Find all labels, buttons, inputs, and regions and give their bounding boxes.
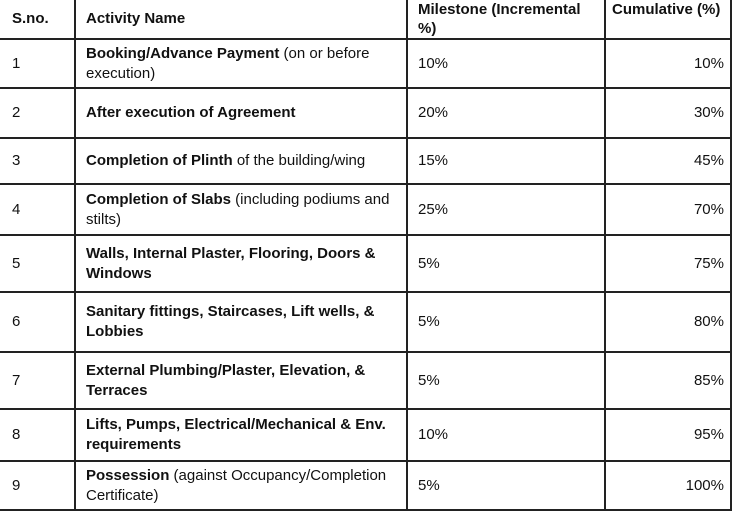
row-cumulative: 75% (605, 235, 731, 292)
activity-name-bold: Sanitary fittings, Staircases, Lift wells, & Lobbies (86, 303, 375, 340)
activity-name-detail: of the building/wing (232, 152, 366, 169)
row-sno: 7 (0, 352, 75, 409)
table-row (0, 88, 731, 138)
row-cumulative: 10% (605, 39, 731, 88)
row-sno: 2 (0, 88, 75, 138)
row-activity (75, 39, 407, 88)
row-activity (75, 409, 407, 461)
row-milestone: 10% (407, 409, 605, 461)
header-cumulative: Cumulative (%) (605, 0, 731, 39)
row-milestone: 20% (407, 88, 605, 138)
row-milestone: 5% (407, 235, 605, 292)
row-activity (75, 184, 407, 235)
header-activity: Activity Name (75, 0, 407, 39)
row-cumulative: 30% (605, 88, 731, 138)
row-sno: 8 (0, 409, 75, 461)
row-milestone: 25% (407, 184, 605, 235)
table-row (0, 138, 731, 184)
activity-name-detail: (including podiums and stilts) (86, 190, 390, 228)
row-cumulative: 45% (605, 138, 731, 184)
header-sno: S.no. (0, 0, 75, 39)
row-milestone: 5% (407, 292, 605, 352)
activity-name-bold: External Plumbing/Plaster, Elevation, & Terraces (86, 361, 366, 399)
table-row (0, 461, 731, 510)
row-activity (75, 292, 407, 352)
activity-name-bold: Lifts, Pumps, Electrical/Mechanical & Env. requirements (86, 416, 386, 453)
activity-name-bold: Completion of Plinth (86, 152, 233, 169)
activity-name-bold: Walls, Internal Plaster, Flooring, Doors & Windows (86, 244, 376, 282)
activity-name-detail: (on or before execution) (86, 44, 370, 82)
table-row (0, 184, 731, 235)
row-activity (75, 138, 407, 184)
row-activity (75, 352, 407, 409)
row-sno: 5 (0, 235, 75, 292)
row-cumulative: 70% (605, 184, 731, 235)
table-row (0, 292, 731, 352)
row-sno: 3 (0, 138, 75, 184)
row-sno: 6 (0, 292, 75, 352)
activity-name-bold: After execution of Agreement (86, 104, 296, 121)
row-cumulative: 100% (605, 461, 731, 510)
row-sno: 9 (0, 461, 75, 510)
header-milestone: Milestone (Incremental %) (407, 0, 605, 39)
row-milestone: 5% (407, 352, 605, 409)
row-milestone: 15% (407, 138, 605, 184)
table-row (0, 235, 731, 292)
activity-name-bold: Completion of Slabs (86, 190, 232, 208)
table-row (0, 352, 731, 409)
row-cumulative: 95% (605, 409, 731, 461)
row-activity (75, 88, 407, 138)
table-row (0, 39, 731, 88)
row-activity (75, 235, 407, 292)
activity-name-bold: Booking/Advance Payment (86, 44, 280, 62)
row-activity (75, 461, 407, 510)
activity-name-bold: Possession (86, 466, 170, 484)
activity-name-detail: (against Occupancy/Completion Certificate) (86, 466, 387, 504)
row-sno: 1 (0, 39, 75, 88)
table-row (0, 409, 731, 461)
row-cumulative: 80% (605, 292, 731, 352)
header-row (0, 0, 731, 39)
row-sno: 4 (0, 184, 75, 235)
row-cumulative: 85% (605, 352, 731, 409)
row-milestone: 5% (407, 461, 605, 510)
row-milestone: 10% (407, 39, 605, 88)
